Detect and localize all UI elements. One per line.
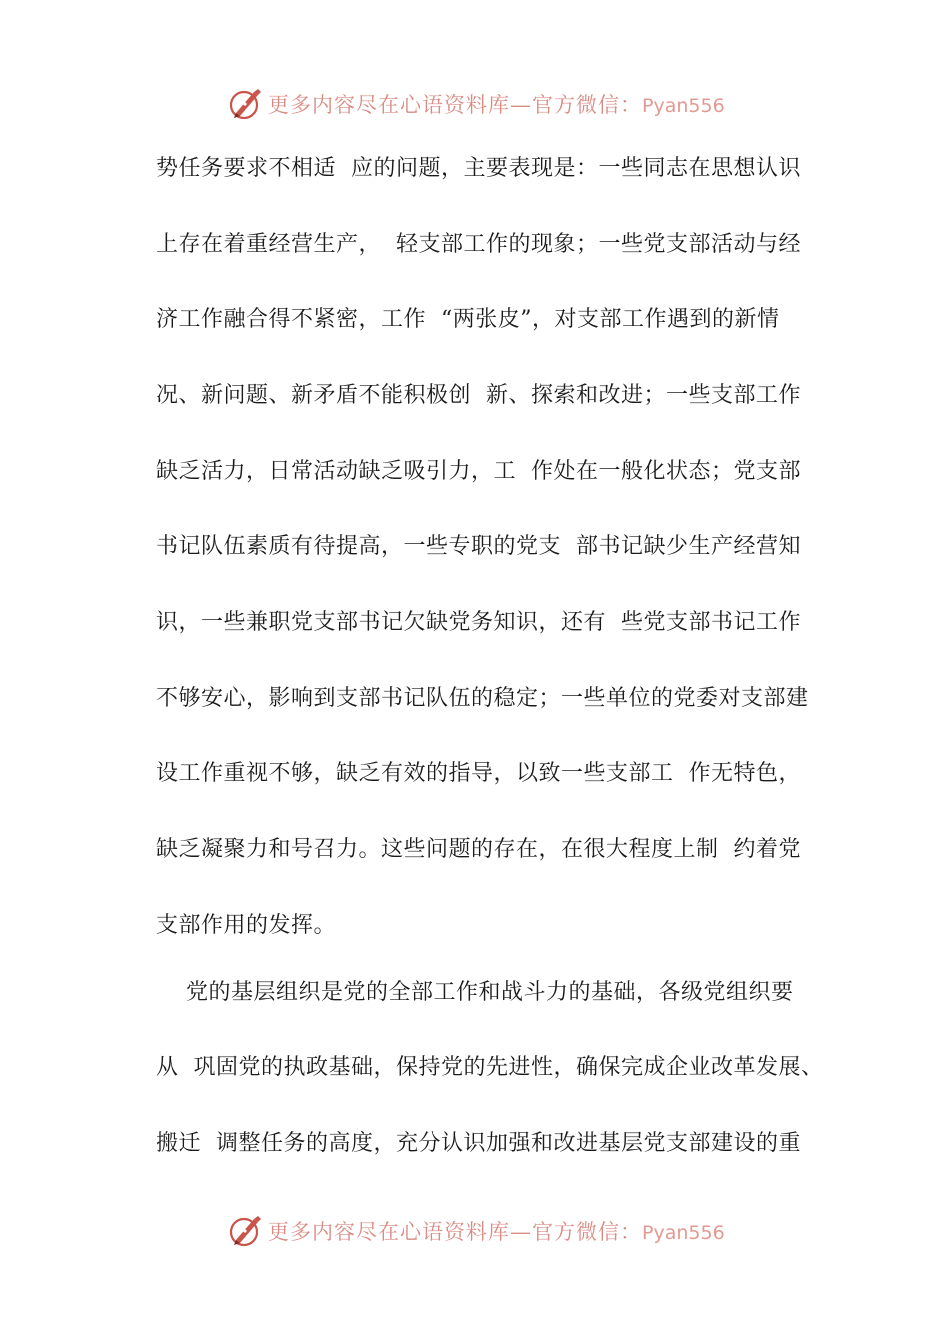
watermark-text-en: Pyan556 [642, 95, 725, 117]
text-line: 搬迁 调整任务的高度，充分认识加强和改进基层党支部建设的重 [156, 1131, 801, 1156]
text-line: 从 巩固党的执政基础，保持党的先进性，确保完成企业改革发展、 [156, 1055, 824, 1080]
text-line: 书记队伍素质有待提高，一些专职的党支 部书记缺少生产经营知 [156, 534, 801, 559]
watermark-text-en: Pyan556 [642, 1222, 725, 1244]
watermark-text [268, 89, 725, 119]
text-line: 党的基层组织是党的全部工作和战斗力的基础，各级党组织要 [156, 980, 794, 1005]
pen-in-circle-icon [228, 86, 264, 122]
watermark-text [268, 1216, 725, 1246]
text-line: 况、新问题、新矛盾不能积极创 新、探索和改进；一些支部工作 [156, 383, 801, 408]
pen-in-circle-icon [228, 1213, 264, 1249]
text-line: 缺乏活力，日常活动缺乏吸引力，工 作处在一般化状态；党支部 [156, 459, 801, 484]
text-line: 济工作融合得不紧密，工作 “两张皮”，对支部工作遇到的新情 [156, 307, 780, 332]
text-line: 势任务要求不相适 应的问题，主要表现是：一些同志在思想认识 [156, 156, 801, 181]
text-line: 识，一些兼职党支部书记欠缺党务知识，还有 些党支部书记工作 [156, 610, 801, 635]
text-line: 不够安心，影响到支部书记队伍的稳定；一些单位的党委对支部建 [156, 686, 809, 711]
text-line: 缺乏凝聚力和号召力。这些问题的存在，在很大程度上制 约着党 [156, 837, 801, 862]
text-line: 设工作重视不够，缺乏有效的指导，以致一些支部工 作无特色， [156, 761, 801, 786]
header-watermark [0, 84, 950, 124]
watermark-text-cn: 更多内容尽在心语资料库—官方微信： [268, 1220, 642, 1244]
footer-watermark [0, 1211, 950, 1251]
text-line: 上存在着重经营生产， 轻支部工作的现象；一些党支部活动与经 [156, 232, 801, 257]
text-line: 支部作用的发挥。 [156, 913, 337, 938]
watermark-text-cn: 更多内容尽在心语资料库—官方微信： [268, 93, 642, 117]
